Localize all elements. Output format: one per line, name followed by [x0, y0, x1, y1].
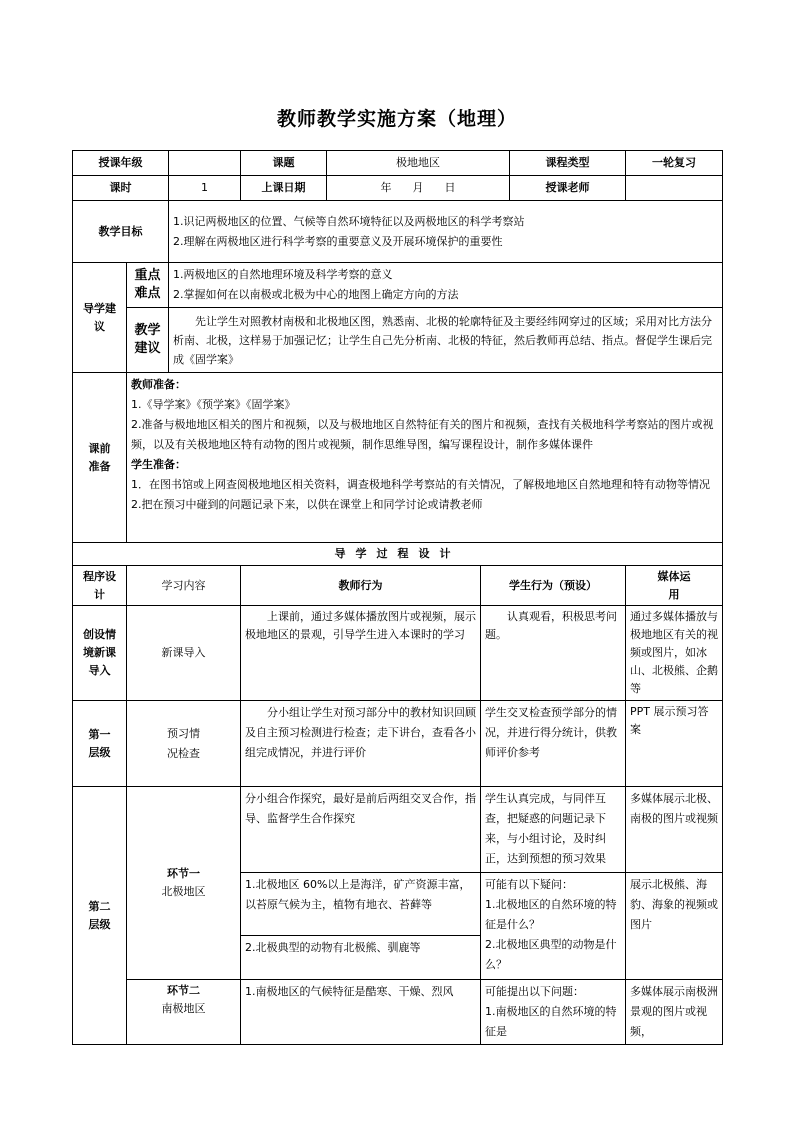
grade-value	[169, 151, 241, 176]
date-value: 年 月 日	[327, 176, 510, 201]
key-point-item: 2.掌握如何在以南极或北极为中心的地图上确定方向的方法	[173, 288, 459, 301]
intro-media: 通过多媒体播放与极地地区有关的视频或图片，如冰山、北极熊、企鹅等	[626, 606, 723, 701]
section1-subtitle: 北极地区	[161, 885, 206, 898]
section1-title: 环节一	[167, 867, 200, 880]
goals-content	[169, 201, 723, 263]
section2-teacher-action: 1.南极地区的气候特征是酷寒、干燥、烈风	[241, 980, 481, 1045]
student-prep-heading: 学生准备：	[131, 458, 186, 471]
section1-teacher-action-b1: 1.北极地区 60%以上是海洋，矿产资源丰富，以苔原气候为主，植物有地衣、苔藓等	[241, 873, 481, 936]
col-student-header: 学生行为（预设）	[481, 566, 626, 606]
section1-student-question: 1.北极地区的自然环境的特征是什么？	[485, 898, 617, 931]
goal-item: 2.理解在两极地区进行科学考察的重要意义及开展环境保护的重要性	[173, 234, 503, 248]
topic-value: 极地地区	[327, 151, 510, 176]
level2-step: 第二层级	[73, 787, 127, 1045]
prep-content	[127, 373, 723, 543]
lesson-plan-table	[72, 150, 723, 1045]
key-points-label: 重点难点	[127, 263, 169, 308]
page-title: 教师教学实施方案（地理）	[276, 108, 517, 130]
process-band-title: 导学过程设计	[73, 543, 723, 566]
method-content: 先让学生对照教材南极和北极地区图，熟悉南、北极的轮廓特征及主要经纬网穿过的区域；采用对比方法分析南、北极，这样易于加强记忆；让学生自己先分析南、北极的特征，然后教师再总结、指点。督促学生课后完成《固学案》	[169, 308, 723, 373]
level1-media: PPT 展示预习答案	[626, 701, 723, 787]
teacher-value	[626, 176, 723, 201]
key-points-content	[169, 263, 723, 308]
goals-label: 教学目标	[73, 201, 169, 263]
section2-student-question: 1.南极地区的自然环境的特征是	[485, 1005, 617, 1038]
guide-label: 导学建议	[73, 263, 127, 373]
level1-content: 预习情况检查	[127, 701, 241, 787]
level1-step: 第一层级	[73, 701, 127, 787]
date-label: 上课日期	[241, 176, 327, 201]
teacher-label: 授课老师	[510, 176, 626, 201]
section2-student-question-head: 可能提出以下问题：	[485, 985, 584, 998]
level1-student-action: 学生交叉检查预学部分的情况，并进行得分统计，供教师评价参考	[481, 701, 626, 787]
intro-student-action: 认真观看，积极思考问题。	[481, 606, 626, 701]
goal-item: 1.识记两极地区的位置、气候等自然环境特征以及两极地区的科学考察站	[173, 214, 525, 228]
section2-subtitle: 南极地区	[161, 1002, 206, 1015]
section1-student-question-head: 可能有以下疑问：	[485, 878, 573, 891]
col-step-header: 程序设计	[73, 566, 127, 606]
section1-student-question: 2.北极地区典型的动物是什么？	[485, 938, 617, 971]
section1-student-action-a: 学生认真完成，与同伴互查，把疑惑的问题记录下来，与小组讨论，及时纠正，达到预想的预习效果	[481, 787, 626, 873]
key-point-item: 1.两极地区的自然地理环境及科学考察的意义	[173, 268, 393, 281]
method-label: 教学建议	[127, 308, 169, 373]
section1-media-a: 多媒体展示北极、南极的图片或视频	[626, 787, 723, 873]
teacher-prep-heading: 教师准备：	[131, 378, 186, 391]
section2-cell	[127, 980, 241, 1045]
section1-teacher-action-b2: 2.北极典型的动物有北极熊、驯鹿等	[241, 936, 481, 980]
teacher-prep-item: 1.《导学案》《预学案》《固学案》	[131, 398, 296, 411]
student-prep-item: 2.把在预习中碰到的问题记录下来，以供在课堂上和同学讨论或请教老师	[131, 498, 483, 511]
section2-media: 多媒体展示南极洲景观的图片或视频，	[626, 980, 723, 1045]
period-label: 课时	[73, 176, 169, 201]
course-type-value: 一轮复习	[626, 151, 723, 176]
topic-label: 课题	[241, 151, 327, 176]
teacher-prep-item: 2.准备与极地地区相关的图片和视频，以及与极地地区自然特征有关的图片和视频，查找有关极地科学考察站的图片或视频，以及有关极地地区特有动物的图片或视频，制作思维导图，编写课程设计，制作多媒体课件	[131, 418, 714, 451]
section1-cell	[127, 787, 241, 980]
level1-teacher-action: 分小组让学生对预习部分中的教材知识回顾及自主预习检测进行检查；走下讲台，查看各小组完成情况，并进行评价	[241, 701, 481, 787]
section2-student-action	[481, 980, 626, 1045]
col-teacher-header: 教师行为	[241, 566, 481, 606]
section1-student-action-b	[481, 873, 626, 980]
period-value: 1	[169, 176, 241, 201]
col-media-header: 媒体运用	[626, 566, 723, 606]
col-content-header: 学习内容	[127, 566, 241, 606]
grade-label: 授课年级	[73, 151, 169, 176]
section2-title: 环节二	[167, 984, 200, 997]
course-type-label: 课程类型	[510, 151, 626, 176]
student-prep-item: 1．在图书馆或上网查阅极地地区相关资料，调查极地科学考察站的有关情况，了解极地地区自然地理和特有动物等情况	[131, 478, 710, 491]
prep-label: 课前准备	[73, 373, 127, 543]
intro-step: 创设情境新课导入	[73, 606, 127, 701]
section1-media-b: 展示北极熊、海豹、海象的视频或图片	[626, 873, 723, 980]
section1-teacher-action-a: 分小组合作探究，最好是前后两组交叉合作，指导、监督学生合作探究	[241, 787, 481, 873]
intro-teacher-action: 上课前，通过多媒体播放图片或视频，展示极地地区的景观，引导学生进入本课时的学习	[241, 606, 481, 701]
intro-content: 新课导入	[127, 606, 241, 701]
